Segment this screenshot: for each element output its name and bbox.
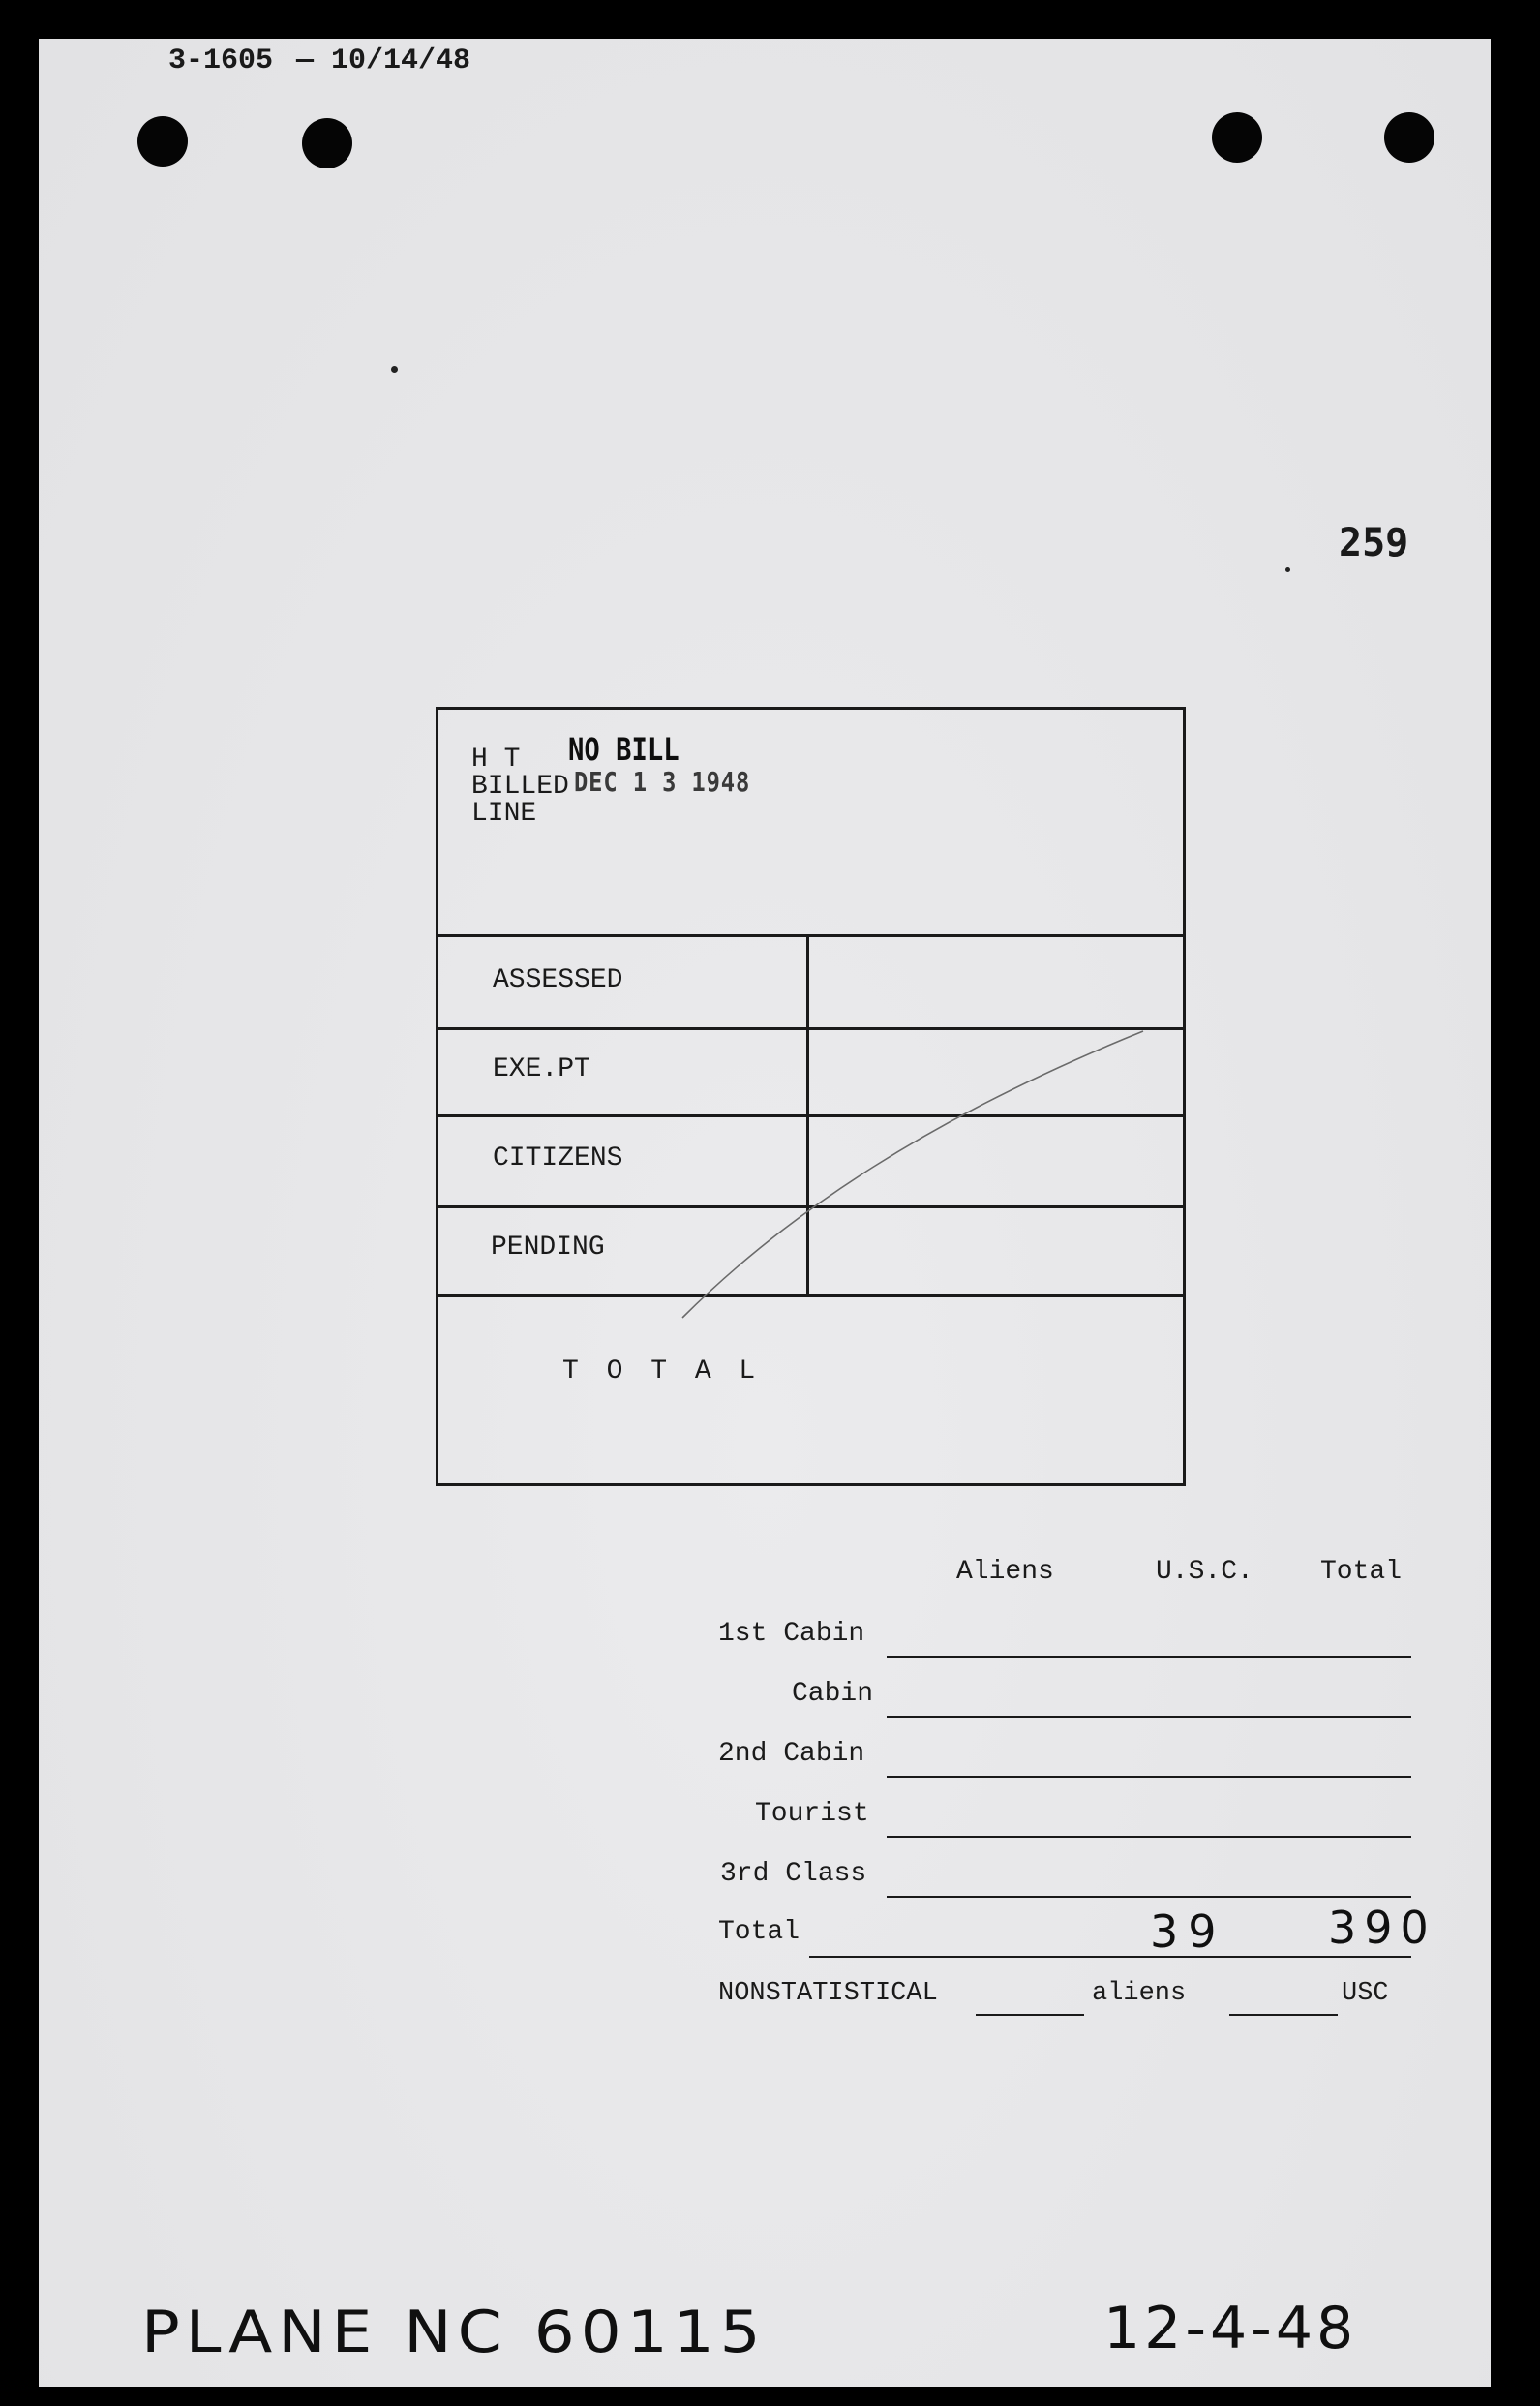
stamp-date: DEC 1 3 1948 xyxy=(574,766,751,798)
punch-hole xyxy=(1212,112,1262,163)
row-label-citizens: CITIZENS xyxy=(493,1143,623,1173)
punch-hole xyxy=(302,118,352,168)
blank-line xyxy=(887,1896,1411,1898)
punch-hole xyxy=(137,116,188,167)
total-usc-value: 39 xyxy=(1150,1905,1226,1958)
nonstatistical-usc: USC xyxy=(1342,1979,1389,2008)
total-total-value: 390 xyxy=(1328,1902,1436,1954)
nonstatistical-label: NONSTATISTICAL xyxy=(718,1979,938,2008)
nonstatistical-aliens: aliens xyxy=(1092,1979,1187,2008)
row-tourist: Tourist xyxy=(755,1799,869,1829)
document-page xyxy=(39,39,1491,2387)
divider xyxy=(438,934,1183,937)
punch-hole xyxy=(1384,112,1434,163)
blank-line xyxy=(1229,2014,1338,2016)
column-usc: U.S.C. xyxy=(1156,1557,1253,1587)
speck xyxy=(1285,567,1290,572)
form-number: 3-1605 xyxy=(168,45,274,77)
blank-line xyxy=(887,1656,1411,1658)
blank-line xyxy=(976,2014,1084,2016)
billing-line-billed: BILLED xyxy=(471,772,569,802)
row-cabin: Cabin xyxy=(792,1679,874,1709)
billing-line-ht: H T xyxy=(471,745,521,775)
row-total: Total xyxy=(718,1917,800,1947)
row-label-exempt: EXE.PT xyxy=(493,1054,590,1084)
billing-form xyxy=(436,707,1186,1486)
column-total: Total xyxy=(1320,1557,1403,1587)
total-label: T O T A L xyxy=(562,1356,762,1386)
handwritten-plane: PLANE NC 60115 xyxy=(141,2298,767,2366)
billing-line-line: LINE xyxy=(471,799,537,829)
no-bill-stamp: NO BILL xyxy=(568,731,679,768)
blank-line xyxy=(809,1956,1411,1958)
row-label-pending: PENDING xyxy=(491,1233,605,1263)
row-2nd-cabin: 2nd Cabin xyxy=(718,1739,865,1769)
blank-line xyxy=(887,1776,1411,1778)
row-1st-cabin: 1st Cabin xyxy=(718,1619,865,1649)
page-number: 259 xyxy=(1339,521,1409,565)
column-aliens: Aliens xyxy=(956,1557,1054,1587)
form-date: 10/14/48 xyxy=(331,45,471,77)
blank-line xyxy=(887,1716,1411,1718)
row-3rd-class: 3rd Class xyxy=(720,1859,867,1889)
header-dash: — xyxy=(296,45,315,77)
handwritten-date: 12-4-48 xyxy=(1103,2295,1358,2362)
pencil-slash xyxy=(680,1029,1145,1320)
blank-line xyxy=(887,1836,1411,1838)
speck xyxy=(391,366,398,373)
row-label-assessed: ASSESSED xyxy=(493,965,623,995)
